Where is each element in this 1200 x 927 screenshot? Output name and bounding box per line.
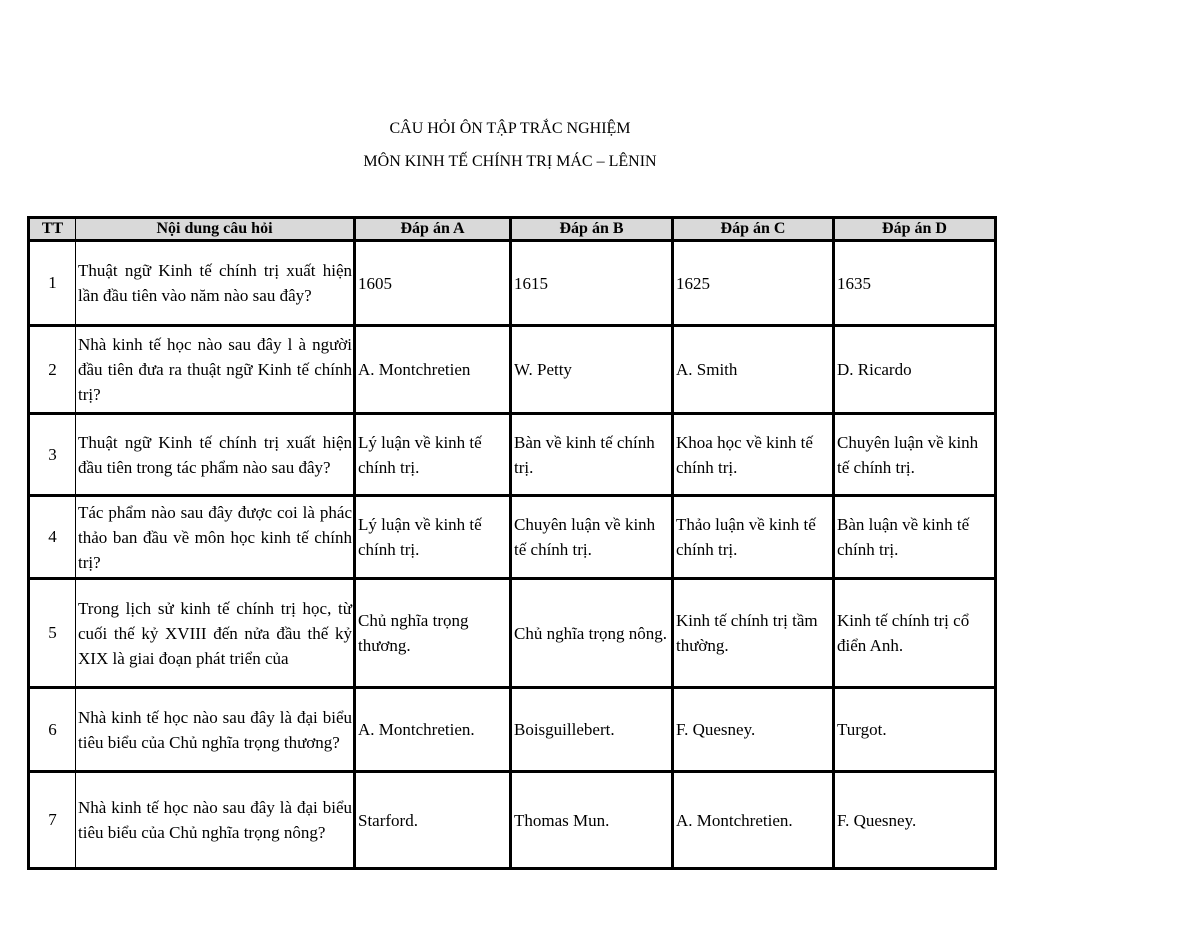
table-row — [29, 241, 996, 326]
question-text: Tác phẩm nào sau đây được coi là phác thảo ban đầu về môn học kinh tế chính trị? — [76, 496, 355, 579]
row-number: 6 — [29, 688, 76, 772]
row-number: 5 — [29, 579, 76, 688]
answer-b: Chuyên luận về kinh tế chính trị. — [511, 496, 673, 579]
header-answer-a: Đáp án A — [355, 218, 511, 241]
quiz-table — [27, 216, 997, 870]
answer-a: A. Montchretien. — [355, 688, 511, 772]
question-text: Nhà kinh tế học nào sau đây l à người đầu tiên đưa ra thuật ngữ Kinh tế chính trị? — [76, 326, 355, 414]
answer-d: 1635 — [834, 241, 996, 326]
answer-a: Lý luận về kinh tế chính trị. — [355, 496, 511, 579]
row-number: 4 — [29, 496, 76, 579]
answer-c: Thảo luận về kinh tế chính trị. — [673, 496, 834, 579]
table-row — [29, 414, 996, 496]
answer-b: Thomas Mun. — [511, 772, 673, 869]
answer-d: Kinh tế chính trị cổ điển Anh. — [834, 579, 996, 688]
answer-b: Boisguillebert. — [511, 688, 673, 772]
answer-a: Starford. — [355, 772, 511, 869]
answer-b: Bàn về kinh tế chính trị. — [511, 414, 673, 496]
answer-b: Chủ nghĩa trọng nông. — [511, 579, 673, 688]
row-number: 7 — [29, 772, 76, 869]
answer-b: W. Petty — [511, 326, 673, 414]
answer-d: F. Quesney. — [834, 772, 996, 869]
row-number: 3 — [29, 414, 76, 496]
header-answer-b: Đáp án B — [511, 218, 673, 241]
table-row — [29, 688, 996, 772]
answer-a: Chủ nghĩa trọng thương. — [355, 579, 511, 688]
answer-c: Khoa học về kinh tế chính trị. — [673, 414, 834, 496]
table-row — [29, 772, 996, 869]
question-text: Thuật ngữ Kinh tế chính trị xuất hiện lần đầu tiên vào năm nào sau đây? — [76, 241, 355, 326]
answer-c: 1625 — [673, 241, 834, 326]
answer-b: 1615 — [511, 241, 673, 326]
row-number: 2 — [29, 326, 76, 414]
answer-d: D. Ricardo — [834, 326, 996, 414]
header-answer-d: Đáp án D — [834, 218, 996, 241]
table-row — [29, 496, 996, 579]
answer-c: F. Quesney. — [673, 688, 834, 772]
answer-d: Turgot. — [834, 688, 996, 772]
table-row — [29, 579, 996, 688]
table-header-row — [29, 218, 996, 241]
answer-a: 1605 — [355, 241, 511, 326]
answer-d: Bàn luận về kinh tế chính trị. — [834, 496, 996, 579]
header-question: Nội dung câu hỏi — [76, 218, 355, 241]
answer-a: A. Montchretien — [355, 326, 511, 414]
document-title: CÂU HỎI ÔN TẬP TRẮC NGHIỆM — [389, 120, 631, 137]
question-text: Thuật ngữ Kinh tế chính trị xuất hiện đầu tiên trong tác phẩm nào sau đây? — [76, 414, 355, 496]
header-answer-c: Đáp án C — [673, 218, 834, 241]
question-text: Nhà kinh tế học nào sau đây là đại biểu tiêu biểu của Chủ nghĩa trọng thương? — [76, 688, 355, 772]
answer-c: Kinh tế chính trị tầm thường. — [673, 579, 834, 688]
row-number: 1 — [29, 241, 76, 326]
answer-a: Lý luận về kinh tế chính trị. — [355, 414, 511, 496]
header-tt: TT — [29, 218, 76, 241]
answer-d: Chuyên luận về kinh tế chính trị. — [834, 414, 996, 496]
table-row — [29, 326, 996, 414]
answer-c: A. Smith — [673, 326, 834, 414]
document-subtitle: MÔN KINH TẾ CHÍNH TRỊ MÁC – LÊNIN — [363, 153, 657, 170]
question-text: Nhà kinh tế học nào sau đây là đại biểu tiêu biểu của Chủ nghĩa trọng nông? — [76, 772, 355, 869]
question-text: Trong lịch sử kinh tế chính trị học, từ cuối thế kỷ XVIII đến nửa đầu thế kỷ XIX là giai đoạn phát triển của — [76, 579, 355, 688]
answer-c: A. Montchretien. — [673, 772, 834, 869]
